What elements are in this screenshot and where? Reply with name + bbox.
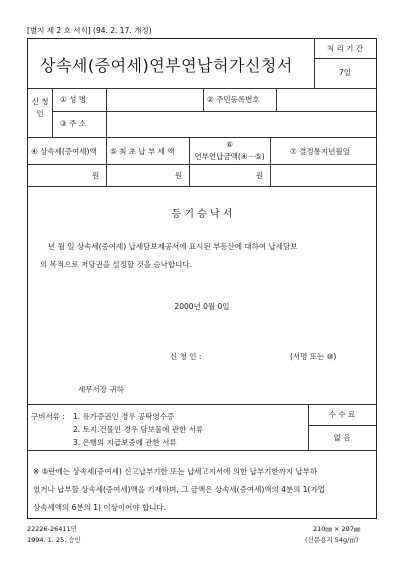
unit-won: 원 xyxy=(256,171,264,180)
frame-right xyxy=(376,38,377,519)
divider xyxy=(27,164,377,165)
document-item: 1. 유가증권인 경우 공탁영수증 xyxy=(73,412,175,421)
address-field[interactable] xyxy=(108,113,374,135)
document-item: 2. 토지.건물인 경우 담보물에 관한 서류 xyxy=(73,425,204,434)
divider xyxy=(27,88,377,89)
applicant-sign-label: 신 청 인 : xyxy=(170,352,202,361)
divider xyxy=(27,186,377,187)
consent-title: 등 기 승 낙 서 xyxy=(171,209,233,220)
divider xyxy=(276,88,277,111)
divider xyxy=(27,450,377,451)
form-code: 22226-26411민 xyxy=(27,525,77,533)
unit-won: 원 xyxy=(92,171,100,180)
document-item: 3. 은행의 지급보증에 관한 서류 xyxy=(73,438,177,447)
paper-size: 210㎜ × 297㎜ xyxy=(313,525,361,533)
divider xyxy=(52,111,376,112)
initial-payment-label: ⑤ 최 초 납 부 세 액 xyxy=(110,147,175,156)
note-line2: 였거나 납부할 상속세(증여세)액을 기재하며, 그 금액은 상속세(증여세)액의 4분의 1(가업 xyxy=(33,485,325,494)
form-number-note: [별지 제 2 호 서식] (94. 2. 17. 개정) xyxy=(27,26,152,35)
fee-value: 없 음 xyxy=(333,433,351,442)
installment-amount-label: 연부연납금액(④－⑤) xyxy=(194,152,265,161)
paper-type: (신문용지 54g/㎡) xyxy=(305,536,359,544)
divider xyxy=(27,404,377,405)
recipient: 세무서장 귀하 xyxy=(78,385,124,394)
consent-text-line1: 년 월 일 상속세(증여세) 납세담보제공서에 표시된 부동산에 대하여 납세담보 xyxy=(48,242,298,251)
divider xyxy=(27,137,377,138)
divider xyxy=(52,88,53,137)
divider xyxy=(203,88,204,111)
divider xyxy=(106,88,107,137)
consent-text-line2: 의 목적으로 저당권을 설정할 것을 승낙합니다. xyxy=(40,260,192,269)
divider xyxy=(106,137,107,186)
approval-date: 1994. 1. 25. 승인 xyxy=(27,536,81,544)
unit-won: 원 xyxy=(175,171,183,180)
processing-period-label: 처 리 기 간 xyxy=(326,44,364,53)
note-line3: 상속세액의 6분의 1) 이상이어야 합니다. xyxy=(33,503,167,512)
frame-left xyxy=(27,38,28,519)
name-label: ① 성 명 xyxy=(60,95,86,104)
installment-amount-field[interactable] xyxy=(192,166,254,184)
inheritance-tax-field[interactable] xyxy=(30,166,90,184)
address-label: ③ 주 소 xyxy=(60,119,86,128)
divider xyxy=(270,137,271,186)
decision-date-field[interactable] xyxy=(273,166,374,184)
form-title: 상속세(증여세)연부연납허가신청서 xyxy=(40,56,293,75)
resident-number-label: ② 주민등록번호 xyxy=(207,95,260,104)
signature-label: (서명 또는 ⑩) xyxy=(290,352,337,361)
inheritance-tax-label: ④ 상속세(증여세)액 xyxy=(31,147,97,156)
consent-date: 2000년 0월 0일 xyxy=(174,302,230,311)
processing-period-value: 7일 xyxy=(338,68,352,77)
frame-top xyxy=(27,38,377,39)
resident-number-field[interactable] xyxy=(278,90,374,109)
divider xyxy=(314,58,376,59)
installment-number: ⑥ xyxy=(226,140,233,149)
divider xyxy=(308,425,376,426)
note-line1: ※ ⑤란에는 상속세(증여세) 신고납부기한 또는 납세고지서에 의한 납부기한까지 납부하 xyxy=(33,467,318,476)
decision-date-label: ⑦ 결정통지년월일 xyxy=(290,147,350,156)
initial-payment-field[interactable] xyxy=(109,166,173,184)
applicant-group-label: 신 청 인 xyxy=(31,97,49,118)
name-field[interactable] xyxy=(108,90,202,109)
frame-bottom xyxy=(27,518,377,519)
documents-label: 구비서류 : xyxy=(31,412,65,421)
applicant-sign-field[interactable] xyxy=(210,348,290,362)
fee-label: 수 수 료 xyxy=(328,410,356,419)
